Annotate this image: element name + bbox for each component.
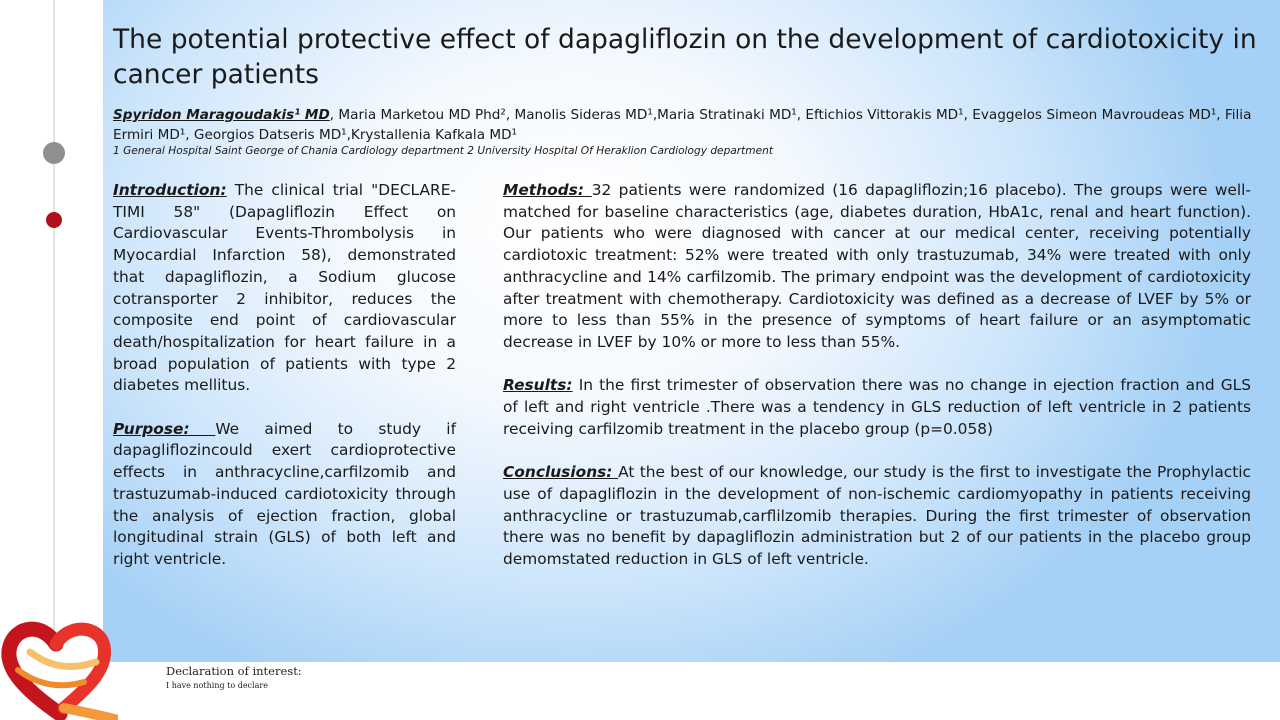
timeline-dot xyxy=(43,142,65,164)
declaration-text: I have nothing to declare xyxy=(166,681,268,690)
affiliations: 1 General Hospital Saint George of Chania Cardiology department 2 University Hospital Of Heraklion Cardiology department xyxy=(113,145,774,157)
purpose-text: We aimed to study if dapagliflozincould exert cardioprotective effects in anthracycline,carfilzomib and trastuzumab-induced cardiotoxicity through the analysis of ejection fraction, global longitudinal strain (GLS) of both left and right ventricle. xyxy=(113,419,456,568)
results-section xyxy=(503,375,1251,440)
co-authors: , Maria Marketou MD Phd², Manolis Sideras MD¹,Maria Stratinaki MD¹, Eftichios Vittorakis MD¹, Evaggelos Simeon Mavroudeas MD¹, Filia Ermiri MD¹, Georgios Datseris MD¹,Krystallenia Kafkala MD¹ xyxy=(113,107,1252,143)
introduction-text: The clinical trial "DECLARE-TIMI 58" (Dapagliflozin Effect on Cardiovascular Events-Thrombolysis in Myocardial Infarction 58), demonstrated that dapagliflozin, a Sodium glucose cotransporter 2 inhibitor, reduces the composite end point of cardiovascular death/hospitalization for heart failure in a broad population of patients with type 2 diabetes mellitus. xyxy=(113,181,456,395)
results-heading: Results: xyxy=(503,376,573,395)
purpose-section xyxy=(113,419,456,571)
methods-section xyxy=(503,180,1251,354)
left-column xyxy=(113,180,456,592)
methods-heading: Methods: xyxy=(503,181,592,199)
right-column xyxy=(503,180,1251,592)
author-list xyxy=(113,105,1253,145)
introduction-heading: Introduction: xyxy=(113,181,227,199)
heart-ribbon-logo-icon xyxy=(0,612,118,720)
introduction-section xyxy=(113,180,456,397)
methods-text: 32 patients were randomized (16 dapagliflozin;16 placebo). The groups were well-matched for baseline characteristics (age, diabetes duration, HbA1c, renal and heart function). Our patients who were diagnosed with cancer at our medical center, receiving potentially cardiotoxic treatment: 52% were treated with only trastuzumab, 34% were treated with only anthracycline and 14% carfilzomib. The primary endpoint was the development of cardiotoxicity after treatment with chemotherapy. Cardiotoxicity was defined as a decrease of LVEF by 5% or more to less than 55% in the presence of symptoms of heart failure or an asymptomatic decrease in LVEF by 10% or more to less than 55%. xyxy=(503,181,1251,351)
conclusions-heading: Conclusions: xyxy=(503,463,619,482)
declaration-title: Declaration of interest: xyxy=(166,664,302,678)
poster-title: The potential protective effect of dapagliflozin on the development of cardiotoxicity in cancer patients xyxy=(113,24,1257,90)
results-text: In the first trimester of observation there was no change in ejection fraction and GLS of left and right ventricle .There was a tendency in GLS reduction of left ventricle in 2 patients receiving carfilzomib treatment in the placebo group (p=0.058) xyxy=(503,376,1251,438)
declaration-of-interest xyxy=(166,664,302,693)
lead-author: Spyridon Maragoudakis¹ MD xyxy=(113,107,330,123)
timeline-dot-active xyxy=(46,212,62,228)
timeline-line xyxy=(53,0,55,640)
conclusions-text: At the best of our knowledge, our study is the first to investigate the Prophylactic use of dapagliflozin in the development of non-ischemic cardiomyopathy in patients receiving anthracycline or trastuzumab,carflilzomib therapies. During the first trimester of observation there was no benefit by dapagliflozin administration but 2 of our patients in the placebo group demomstated reduction in GLS of left ventricle. xyxy=(503,463,1251,568)
purpose-heading: Purpose: xyxy=(113,419,216,438)
conclusions-section xyxy=(503,462,1251,571)
